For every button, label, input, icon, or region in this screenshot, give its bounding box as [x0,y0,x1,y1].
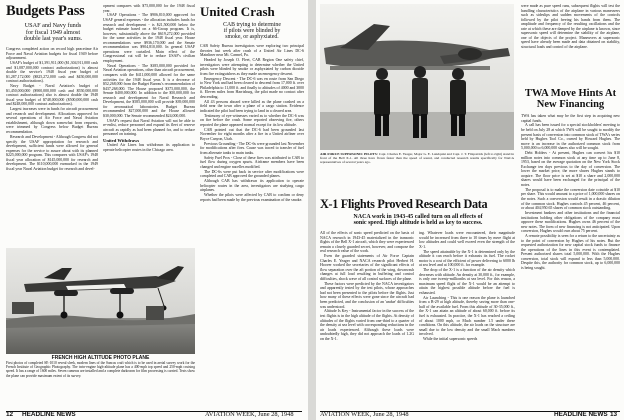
twa-paragraph: TWA has taken what may be the first step in acquiring new capital funds. [521,114,620,123]
left-issue-date: AVIATION WEEK, June 28, 1948 [205,411,294,418]
x1-column-1 [320,231,414,408]
crash-paragraph: Emergency Descent - The DC-6 was en route from San Diego to New York and had been cleared to descend from 17,000 ft. over Philadelphia to 11,000 ft. and finally to altitudes of 4000 and 3000 ft. Eleven miles from Harrisburg, the pilot made no contact after descending. [200,76,304,99]
crash-paragraph: CAB pointed out that the DC-6 had been grounded last November for eight months after a fire in a United airliner over Bryce Canyon, Utah. [200,127,304,141]
budget-paragraph: Congress completed action on record high peacetime Air Force and Naval Aviation budgets for fiscal 1949 before adjournment. [6,47,98,61]
crash-deck-line: smoke, or asphyxiated. [225,34,279,41]
budget-paragraph: Navy Budget - Naval Aviation's budget of $1,450,000,000 ($900,000,000 cash and $550,000,000 contract authorizations) also is almost double the 1948 fiscal year budget of $748,000,000 ($500,000,000 cash and $248,000,000 contract authorizations). [6,84,98,107]
right-page-number: 13 [610,411,618,418]
x1-paragraph: Air Launching - This is one reason the plane is launched from a B-29 at high altitude, thereby saving more than one-half of the available fuel. From this altitude of 30-35,000 ft., the X-1 can attain an altitude of about 60,000 ft. before its fuel is exhausted. In practice, the X-1 has reached a ceiling of about 1000 mph, or Mach number 1.5 under these conditions. On this altitude, the air loads on the structure are small due to the low density and the small Mach numbers involved. [419,295,515,337]
french-plane-caption-title: FRENCH HIGH ALTITUDE PHOTO PLANE [51,355,150,361]
crash-paragraph: Although CAB has withdrawn its application to operate helicopter routes in the area, investigators are studying cargo airplanes. [200,179,304,193]
budget-headline: Budgets Pass [6,3,85,19]
budget-paragraph: opment compares with $75,000,000 for the 1948 fiscal year. [103,4,195,13]
x1-pilots-photo-image [320,4,514,150]
x1-paragraph: All of the effects of sonic speed predicted on the basis of NACA research in 1943-45 materialized in the transonic flights of the Bell X-1 aircraft, which they were experienced remain a closely guarded secret, however, and compose the real research value of the work. [320,231,414,254]
x1-paragraph: The drop of the X-1 is a function of the air density which decreases with altitude. An density at 30,000 ft., for example, is only one twenty-millionths at sea level. For this reason, a maximum speed flight of the X-1 would be an attempt to attain the highest possible altitude before the fuel is exhausted. [419,268,515,295]
budget-paragraph: Research and Development - Although Congress did not specify the USAF appropriation for research and development, sufficient funds were allowed for general expenses for the service to assure about with its planned $225,000,000 program. This compares with USAF's 1948 fiscal year allocation of $145,000,000 for research and development. The $110,000,000 earmarked in the 1949 fiscal year Naval Aviation budget for research and devel- [6,134,98,171]
x1-paragraph: The speed attainable by the X-1 is determined only by the altitude it can reach before it exhausts its fuel. The rocket motor is a cost of the efficient of power delivering to 6000 lb at sea level and at 100,000 ft. for example. [419,249,515,268]
budget-paragraph: USAF's request that Naval Aviation will not be able to re-enlist, reduce personnel and expand its fleet of reserve aircraft as rapidly as had been planned for, and to reduce personnel on training. [103,118,195,137]
twa-paragraph: Debt Holders - At present, Hughes can convert his $10 million notes into common stock at any time up to June 8, 1953, based on the average quotation on the New York Stock Exchange ten days previous to the day of conversion. The lower the market price, the more shares Hughes stands to acquire. The floor price is set at $10 a share and 2,000,000 shares would have been exchanged for the principal of the notes. [521,151,620,187]
crash-deck-line: if pilots were blinded by [223,28,281,35]
x1-deck-line: sonic speed. High altitude is held as key to success. [353,220,483,227]
x1-column-2 [419,231,515,408]
crash-paragraph: CAB Safety Bureau investigators were exploring two principal theories last week after crash of a United Air Lines DC-6 Mainliner near Mt. Carmel, Pa. [200,44,304,58]
x1-paragraph: ing. Whatever loads were encountered, their magnitude would be increased from three to 10 times by mere flight at low altitudes and could well exceed even the strength of the X-1. [419,231,515,249]
budget-deck-line: double last year's sums. [23,35,83,42]
left-section-name: HEADLINE NEWS [22,411,76,418]
crash-paragraph: Whether the pilots were affected by CAB to confirm or deny reports had been made by the previous examination of the smoke. [200,193,304,202]
x1-pilots-photo [320,4,514,150]
x1-paragraph: Altitude Is Key - Instrumental factor in the success of the test flights is in the high altitude of the flights. At density of altitudes of the flights varied from one-third to a quarter of the density at sea level with corresponding reductions in the air loads experienced. Although these loads were undoubtedly high, they did not approach the loads of 1.2G on the X-1. [320,309,414,341]
left-page-number: 12 [6,411,14,418]
twa-paragraph: A call has been issued for a special stockholders' meeting to be held on July 28 at which TWA will be sought to modify the present basis of conversion into common stock of TWA's series held by Hughes Tool Co., owned by Howard Hughes. The move is an increase in the authorized common stock from 5,000,000 to 6,000,000 shares also will be sought. [521,123,620,151]
budget-column-2 [103,4,195,245]
crash-paragraph: Headed by Joseph O. Fleet, CAB Region One safety chief, investigators were attempting to determine whether the United pilots were blinded by smoke or asphyxiated by carbon dioxide from fire extinguishers as they made an emergency descent. [200,58,304,76]
french-plane-photo [6,248,195,354]
x1-pilots-caption [320,152,514,192]
x1-continued-column [521,4,620,86]
twa-column [521,114,620,408]
x1-paragraph: These factors were predicted by the NACA investigators and apparently tested by the test pilots, whose approaches had not been presented to the pilots before the flights. Just how many of these effects were gone since the aircraft had been predicted, and the conclusion of an 'undue' difficulties was understood. [320,281,414,309]
budget-paragraph: United Air Lines has withdrawn its application to operate helicopter routes in the Chicago area. [103,143,195,153]
right-section-name: HEADLINE NEWS [554,411,608,418]
x1-paragraph: Even the guarded statements of Air Force Captain Charles E. Yeager and NACA research pilot Herbert H. Hoover worked the secretaries of the significant effects of flow separation over the aft portion of the wing, downwash changes at full load resulting in buffeting and control difficulties, shock wave of all control surfaces of the plane. [320,254,414,281]
budget-deck-line: for fiscal 1949 almost [25,28,81,36]
twa-headline: TWA Move Hints At New Financing [524,88,617,111]
crash-paragraph: Safety Fuel Pros - Close of these fires was attributed to CAB to fuel flow during oxygen spurts. Airframe members have been changed and engine nacelles modified. [200,155,304,169]
twa-paragraph: The proposal is to make the conversion date coincide at $10 per share. This would amount to a price of 1,000,000 shares on the notes. Such a conversion would result in a drastic dilution of the common stock. Hughes controls 45 percent, 46 percent, or about 404,950.65 shares of common stock outstanding. [521,187,620,211]
budget-paragraph: USAF Operations - The $906,810,000 approved for USAF general expenses - the allocation includes funds for research and development - is $21,500,000 below the budget estimate based on a 66-Group program. It is, however, substantially above the $619,272,000 provided for the same activities in the 1948 fiscal year. House recommendations were $936,170,000 and the Senate recommendation was $904,810,000. In general USAF operations were curtailed. Main effect of the Congressional cut will be to reduce USAF's civilian employment. [103,13,195,63]
budget-deck-line: USAF and Navy funds [24,22,82,29]
crash-paragraph: Previous Grounding - The DC-6s were grounded last November for modifications after fires. Cause was traced to transfer of fuel from alternate tanks to main tanks. [200,141,304,155]
page-gutter [308,0,316,420]
united-withdraws-subhead: United Withdraws [103,137,140,143]
budget-paragraph: USAF's budget of $1,391,911,000 ($1,304,911,000 cash and $1,087,000,000 contract authorizations) is almost double the service's 1948 fiscal year budget of $1,287,172,000 ($825,272,000 cash and $450,000,000 contract authorizations). [6,61,98,84]
left-page [0,0,308,420]
twa-paragraph: Investment bankers and other institutions and the financial institutions holding other obligations of the company must approve these modifications. Hughes owns 46 percent of the new notes. The form of new financing is not anticipated. Upon conversion, Hughes would own about 75 percent. [521,211,620,234]
x1-deck [320,214,516,227]
x1-pilots-caption-title: AIR FORCE SUPERSONIC PILOTS: [320,152,378,156]
right-issue-date: AVIATION WEEK, June 28, 1948 [320,411,409,418]
x1-headline: X-1 Flights Proved Research Data [320,197,488,211]
right-page [316,0,624,420]
budget-deck [6,23,100,43]
x1-pilots-caption-text: Capt. Charles E. Yeager, Major G. E. Lundquist and Capt. J. T. Fitzpatrick (left to right) stand in front of the Bell X-1. All three have flown faster than the speed of sound, and conducted research results specifically for NACA representatives of several years ago. [320,152,514,165]
twa-paragraph: A remote possibility is seen for a return to the uncertainty as to the point of conversion by Hughes of his notes. But the requested authorization for new capital stock funds to finance the operations of the lines in this event is contemplated. Present authorized shares total 5,000,000. With the Hughes conversion, total stock will expand to less than 5,000,000. Despite this, the authority for common stock, up to 6,000,000 is being sought. [521,234,620,270]
x1-continued-paragraph: were made as pure speed runs, subsequent flights will test the handling characteristics of the airplane in various maneuvers such as sideslips and sudden movements of the controls followed by the pilot freeing his hands from them. The amplitude and frequency of the resulting oscillations and the rate at which these are damped by the airplane is known, since supersonic speed will determine the stability of the airplane, one of the objects of the project. Maneuvers at supersonic speed have already been made and data obtained on stability, structural loads and control of the airplane. [521,4,620,49]
french-plane-caption-text: First photos of completed SE-1010 reveal sleek, modern lines of the Sancas craft which is to be used in aerial survey work for the French Institute of Geographic Photography. The twin-engine high-altitude plane has a 400-mph top speed and 250-mph cruising speed. It has a range of 1600 miles. Seven cameras are installed and a complete darkroom for film processing is carried. Tests show the plane can provide maximum extent of its survey. [6,361,195,378]
budget-column-1 [6,47,98,245]
budget-paragraph: Largest increases were in funds for aircraft procurement and research and development. Allocations approved for several operations of Air Force and Naval Aviation establishment, although down somewhat from requests, were trimmed by Congress below Budget Bureau recommendation. [6,107,98,135]
french-plane-caption [6,355,195,413]
budget-paragraph: Naval Operations - The $385,000,000 provided for Naval Aviation operations, other than aircraft procurement, compares with the $411,000,000 allowed for the same activities for the 1948 fiscal year. It is a decrease of $52,268,000 from the Budget Bureau's recommendation of $437,268,000. The House proposed $375,000,000, the Senate $400,000,000. In addition to the $50,000,000 for research and development for Naval Research and Development, the $585,000,000 will provide $39,000,000 for aeronautical laboratories. Budget Bureau recommended $27,000,000 and the House allowed $30,000,000. The Senate recommended $24,000,000. [103,63,195,118]
crash-paragraph: Testimony of eye-witnesses varied as to whether the DC-6 was on fire before the crash. Some reported observing fire, others reported the plane appeared normal except for its low altitude. [200,113,304,127]
crash-paragraph: All 43 persons aboard were killed as the plane crashed on a field near the town after a plane of a cargo station. Evidence indicated the pilot had been trying to land in a cleared area. [200,99,304,113]
crash-headline: United Crash [200,4,275,19]
french-plane-photo-image [6,248,195,354]
crash-deck [200,22,304,40]
crash-column [200,44,304,406]
x1-deck-line: NACA work in 1943-45 called turn on all effects of [353,214,483,220]
x1-paragraph: While the initial supersonic speeds [423,337,478,342]
crash-paragraph: The DC-6s were put back in service after modifications were completed and CAB approved the grounded planes. [200,169,304,179]
crash-deck-line: CAB trying to determine [223,22,281,28]
